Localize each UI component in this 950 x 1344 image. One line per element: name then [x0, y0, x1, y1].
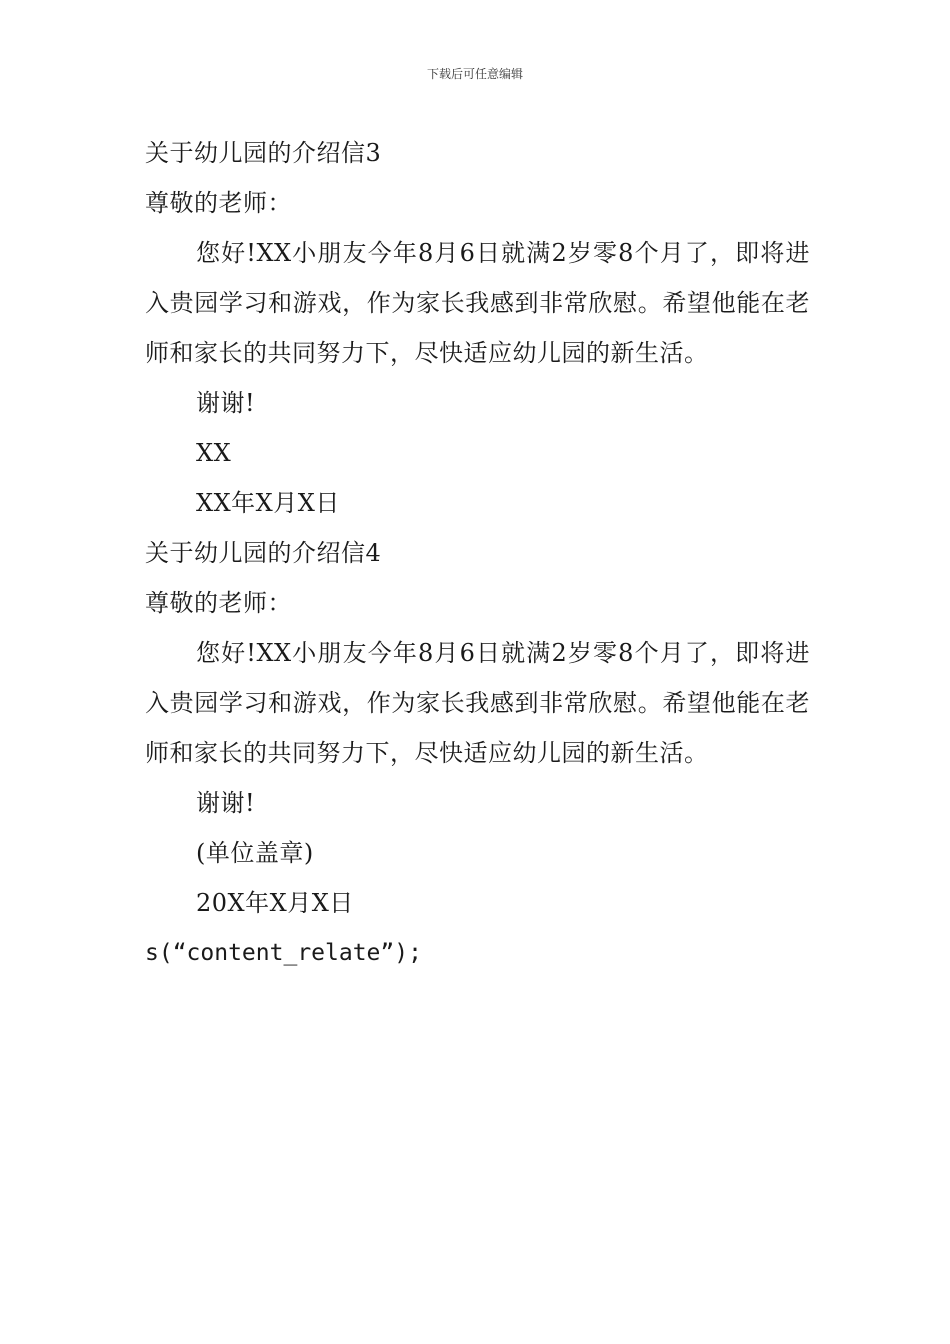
letter-title: 关于幼儿园的介绍信3 [145, 139, 382, 167]
letter-signature: XX [196, 439, 232, 467]
letter-title: 关于幼儿园的介绍信4 [145, 539, 382, 567]
letter-thanks: 谢谢! [196, 789, 256, 817]
letter-date: 20X年X月X日 [196, 889, 354, 917]
letter-thanks: 谢谢! [196, 389, 256, 417]
stray-script-text: s(“content_relate”); [145, 940, 422, 966]
letter-body-paragraph: 您好!XX小朋友今年8月6日就满2岁零8个月了，即将进入贵园学习和游戏，作为家长我感到非常欣慰。希望他能在老师和家长的共同努力下，尽快适应幼儿园的新生活。 [145, 639, 810, 767]
letter-4 [145, 528, 810, 928]
letter-date: XX年X月X日 [196, 489, 340, 517]
document-body [145, 128, 810, 978]
letter-body-paragraph: 您好!XX小朋友今年8月6日就满2岁零8个月了，即将进入贵园学习和游戏，作为家长我感到非常欣慰。希望他能在老师和家长的共同努力下，尽快适应幼儿园的新生活。 [145, 239, 810, 367]
letter-3 [145, 128, 810, 528]
letter-salutation: 尊敬的老师： [145, 189, 292, 217]
letter-seal-note: (单位盖章) [196, 839, 314, 867]
letter-salutation: 尊敬的老师： [145, 589, 292, 617]
page-header-note: 下载后可任意编辑 [426, 67, 523, 81]
